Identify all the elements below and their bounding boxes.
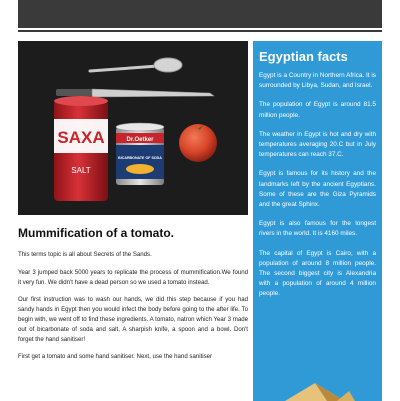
fact-item: Egypt is also famous for the longest rivers in the world. It is 4160 miles. — [259, 220, 376, 238]
tomato-ingredients-photo — [18, 41, 248, 215]
header-bar — [18, 0, 382, 28]
article-paragraph: First get a tomato and some hand sanitiser. Next, use the hand sanitiser — [18, 353, 213, 361]
article-title: Mummification of a tomato. — [18, 226, 174, 240]
tin-label: BICARBONATE OF SODA — [118, 156, 162, 160]
tomato — [179, 124, 217, 162]
fact-item: The capital of Egypt is Cairo, with a population of around 8 million people. The second biggest city is Alexandria with a population of around 4 million people. — [259, 249, 376, 298]
fact-item: The population of Egypt is around 81.5 million people. — [259, 101, 376, 119]
article-paragraph: Year 3 jumped back 5000 years to replicate the process of mummification.We found it very fun. We didn't have a dead person so we used a tomato instead. — [18, 268, 248, 286]
can-brand: SAXA — [57, 128, 105, 147]
can-label: SALT — [71, 166, 91, 175]
header-rule — [18, 30, 382, 32]
photo-illustration — [18, 41, 248, 215]
tin-brand: Dr.Oetker — [126, 137, 154, 143]
fact-item: Egypt is famous for its history and the landmarks left by the ancient Egyptians. Some of these are the Giza Pyramids and the great Sphinx. — [259, 170, 376, 209]
bicarbonate-tin — [116, 123, 164, 185]
article-paragraph: Our first instruction was to wash our hands, we did this step because if you had sandy hands in Egypt then you would infect the body before going to the after life. To begin with, we went off to find these ingredients. A tomato, natron which Year 3 made out of bicarbonate of soda and salt, A sharpish knife, a spoon and a bowl. Don't forget the hand sanitiser! — [18, 296, 248, 343]
egyptian-facts-sidebar — [253, 41, 382, 401]
fact-item: The weather in Egypt is hot and dry with temperatures averaging 20.C but in July temperatures can reach 37.C. — [259, 130, 376, 159]
pyramid-image — [275, 383, 355, 401]
fact-item: Egypt is a Country in Northern Africa. It is surrounded by Libya, Sudan, and Israel. — [259, 72, 376, 90]
article-paragraph: This terms topic is all about Secrets of the Sands. — [18, 251, 152, 258]
sidebar-title: Egyptian facts — [259, 49, 348, 64]
salt-can — [54, 96, 108, 201]
article-body — [18, 250, 248, 370]
